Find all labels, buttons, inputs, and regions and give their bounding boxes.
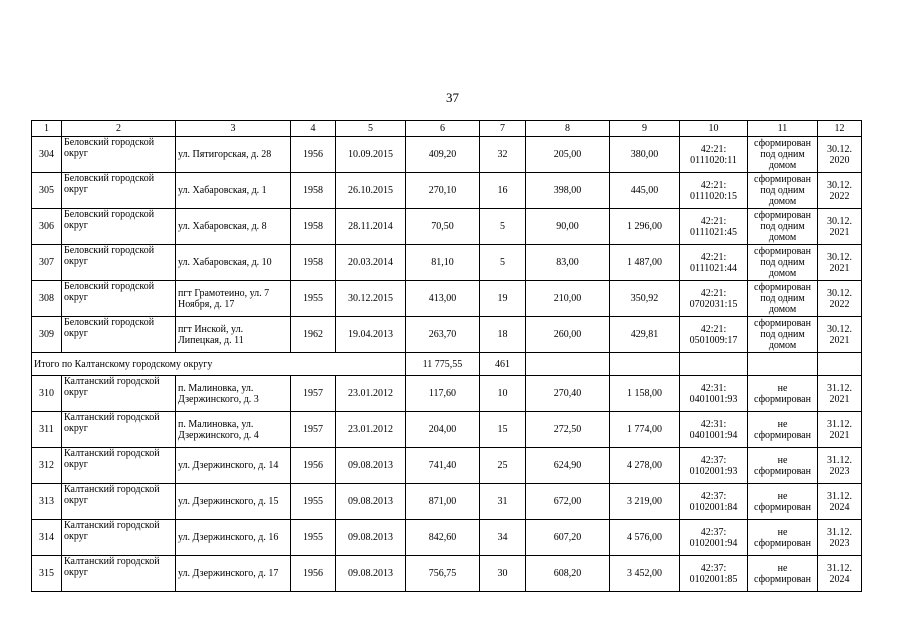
subtotal-area: 11 775,55	[406, 353, 480, 376]
address-cell: пгт Грамотеино, ул. 7 Ноября, д. 17	[176, 281, 291, 317]
area-cell: 70,50	[406, 209, 480, 245]
people-cell: 34	[480, 520, 526, 556]
value-cell: 445,00	[610, 173, 680, 209]
year-cell: 1958	[291, 209, 336, 245]
value-cell: 4 576,00	[610, 520, 680, 556]
term-cell: 31.12. 2024	[818, 556, 862, 592]
district-cell: Беловский городской округ	[62, 317, 176, 353]
value-cell: 380,00	[610, 137, 680, 173]
col-header: 1	[32, 121, 62, 137]
value-cell: 672,00	[526, 484, 610, 520]
date-cell: 23.01.2012	[336, 376, 406, 412]
housing-register-table	[31, 120, 862, 592]
year-cell: 1955	[291, 484, 336, 520]
term-cell: 30.12. 2022	[818, 173, 862, 209]
empty-cell	[818, 353, 862, 376]
table-row	[32, 173, 862, 209]
address-cell: ул. Хабаровская, д. 10	[176, 245, 291, 281]
col-header: 3	[176, 121, 291, 137]
term-cell: 30.12. 2021	[818, 209, 862, 245]
year-cell: 1957	[291, 376, 336, 412]
people-cell: 19	[480, 281, 526, 317]
value-cell: 270,40	[526, 376, 610, 412]
col-header: 7	[480, 121, 526, 137]
area-cell: 409,20	[406, 137, 480, 173]
cadastral-cell: 42:21: 0111021:44	[680, 245, 748, 281]
address-cell: ул. Дзержинского, д. 14	[176, 448, 291, 484]
empty-cell	[680, 353, 748, 376]
value-cell: 1 487,00	[610, 245, 680, 281]
status-cell: сформирован под одним домом	[748, 173, 818, 209]
value-cell: 398,00	[526, 173, 610, 209]
value-cell: 3 219,00	[610, 484, 680, 520]
value-cell: 607,20	[526, 520, 610, 556]
year-cell: 1957	[291, 412, 336, 448]
row-number: 315	[32, 556, 62, 592]
district-cell: Беловский городской округ	[62, 281, 176, 317]
address-cell: п. Малиновка, ул. Дзержинского, д. 3	[176, 376, 291, 412]
address-cell: ул. Дзержинского, д. 16	[176, 520, 291, 556]
cadastral-cell: 42:37: 0102001:94	[680, 520, 748, 556]
table-row	[32, 448, 862, 484]
table-row	[32, 317, 862, 353]
address-cell: ул. Хабаровская, д. 8	[176, 209, 291, 245]
year-cell: 1955	[291, 520, 336, 556]
people-cell: 32	[480, 137, 526, 173]
value-cell: 429,81	[610, 317, 680, 353]
empty-cell	[526, 353, 610, 376]
empty-cell	[748, 353, 818, 376]
people-cell: 10	[480, 376, 526, 412]
value-cell: 1 158,00	[610, 376, 680, 412]
district-cell: Беловский городской округ	[62, 137, 176, 173]
row-number: 306	[32, 209, 62, 245]
row-number: 312	[32, 448, 62, 484]
area-cell: 81,10	[406, 245, 480, 281]
date-cell: 20.03.2014	[336, 245, 406, 281]
cadastral-cell: 42:21: 0111021:45	[680, 209, 748, 245]
page-number: 37	[446, 90, 459, 105]
row-number: 314	[32, 520, 62, 556]
cadastral-cell: 42:37: 0102001:85	[680, 556, 748, 592]
address-cell: ул. Дзержинского, д. 17	[176, 556, 291, 592]
district-cell: Беловский городской округ	[62, 245, 176, 281]
table-row	[32, 281, 862, 317]
date-cell: 09.08.2013	[336, 556, 406, 592]
district-cell: Калтанский городской округ	[62, 520, 176, 556]
date-cell: 28.11.2014	[336, 209, 406, 245]
col-header: 5	[336, 121, 406, 137]
date-cell: 09.08.2013	[336, 520, 406, 556]
table-row	[32, 137, 862, 173]
value-cell: 624,90	[526, 448, 610, 484]
status-cell: не сформирован	[748, 412, 818, 448]
district-cell: Калтанский городской округ	[62, 412, 176, 448]
people-cell: 31	[480, 484, 526, 520]
area-cell: 270,10	[406, 173, 480, 209]
term-cell: 31.12. 2023	[818, 448, 862, 484]
cadastral-cell: 42:37: 0102001:84	[680, 484, 748, 520]
value-cell: 272,50	[526, 412, 610, 448]
col-header: 4	[291, 121, 336, 137]
cadastral-cell: 42:21: 0111020:11	[680, 137, 748, 173]
people-cell: 15	[480, 412, 526, 448]
cadastral-cell: 42:31: 0401001:94	[680, 412, 748, 448]
area-cell: 842,60	[406, 520, 480, 556]
date-cell: 19.04.2013	[336, 317, 406, 353]
year-cell: 1962	[291, 317, 336, 353]
cadastral-cell: 42:21: 0501009:17	[680, 317, 748, 353]
row-number: 305	[32, 173, 62, 209]
table-row	[32, 484, 862, 520]
status-cell: сформирован под одним домом	[748, 209, 818, 245]
value-cell: 3 452,00	[610, 556, 680, 592]
value-cell: 83,00	[526, 245, 610, 281]
term-cell: 30.12. 2021	[818, 317, 862, 353]
col-header: 8	[526, 121, 610, 137]
date-cell: 26.10.2015	[336, 173, 406, 209]
col-header: 12	[818, 121, 862, 137]
value-cell: 4 278,00	[610, 448, 680, 484]
value-cell: 210,00	[526, 281, 610, 317]
date-cell: 09.08.2013	[336, 484, 406, 520]
status-cell: не сформирован	[748, 376, 818, 412]
people-cell: 25	[480, 448, 526, 484]
cadastral-cell: 42:37: 0102001:93	[680, 448, 748, 484]
area-cell: 263,70	[406, 317, 480, 353]
area-cell: 204,00	[406, 412, 480, 448]
people-cell: 5	[480, 209, 526, 245]
district-cell: Калтанский городской округ	[62, 484, 176, 520]
address-cell: ул. Пятигорская, д. 28	[176, 137, 291, 173]
year-cell: 1955	[291, 281, 336, 317]
year-cell: 1956	[291, 556, 336, 592]
value-cell: 1 296,00	[610, 209, 680, 245]
term-cell: 30.12. 2020	[818, 137, 862, 173]
date-cell: 09.08.2013	[336, 448, 406, 484]
term-cell: 31.12. 2021	[818, 376, 862, 412]
status-cell: не сформирован	[748, 448, 818, 484]
subtotal-people: 461	[480, 353, 526, 376]
area-cell: 871,00	[406, 484, 480, 520]
status-cell: сформирован под одним домом	[748, 245, 818, 281]
table-row	[32, 245, 862, 281]
area-cell: 117,60	[406, 376, 480, 412]
table-row	[32, 412, 862, 448]
status-cell: сформирован под одним домом	[748, 137, 818, 173]
term-cell: 30.12. 2021	[818, 245, 862, 281]
row-number: 311	[32, 412, 62, 448]
year-cell: 1956	[291, 137, 336, 173]
district-cell: Калтанский городской округ	[62, 376, 176, 412]
subtotal-row	[32, 353, 862, 376]
col-header: 11	[748, 121, 818, 137]
col-header: 9	[610, 121, 680, 137]
table-row	[32, 556, 862, 592]
address-cell: ул. Дзержинского, д. 15	[176, 484, 291, 520]
row-number: 309	[32, 317, 62, 353]
people-cell: 5	[480, 245, 526, 281]
area-cell: 741,40	[406, 448, 480, 484]
cadastral-cell: 42:21: 0702031:15	[680, 281, 748, 317]
address-cell: п. Малиновка, ул. Дзержинского, д. 4	[176, 412, 291, 448]
value-cell: 205,00	[526, 137, 610, 173]
col-header: 10	[680, 121, 748, 137]
district-cell: Калтанский городской округ	[62, 556, 176, 592]
status-cell: не сформирован	[748, 520, 818, 556]
term-cell: 31.12. 2021	[818, 412, 862, 448]
district-cell: Беловский городской округ	[62, 173, 176, 209]
date-cell: 30.12.2015	[336, 281, 406, 317]
table-row	[32, 520, 862, 556]
status-cell: не сформирован	[748, 484, 818, 520]
value-cell: 608,20	[526, 556, 610, 592]
term-cell: 31.12. 2023	[818, 520, 862, 556]
date-cell: 23.01.2012	[336, 412, 406, 448]
column-number-row	[32, 121, 862, 137]
area-cell: 756,75	[406, 556, 480, 592]
value-cell: 90,00	[526, 209, 610, 245]
cadastral-cell: 42:21: 0111020:15	[680, 173, 748, 209]
year-cell: 1956	[291, 448, 336, 484]
table-row	[32, 209, 862, 245]
row-number: 313	[32, 484, 62, 520]
date-cell: 10.09.2015	[336, 137, 406, 173]
address-cell: ул. Хабаровская, д. 1	[176, 173, 291, 209]
empty-cell	[610, 353, 680, 376]
term-cell: 31.12. 2024	[818, 484, 862, 520]
district-cell: Калтанский городской округ	[62, 448, 176, 484]
subtotal-label: Итого по Калтанскому городскому округу	[32, 353, 406, 376]
value-cell: 1 774,00	[610, 412, 680, 448]
status-cell: сформирован под одним домом	[748, 281, 818, 317]
status-cell: сформирован под одним домом	[748, 317, 818, 353]
cadastral-cell: 42:31: 0401001:93	[680, 376, 748, 412]
col-header: 2	[62, 121, 176, 137]
col-header: 6	[406, 121, 480, 137]
people-cell: 16	[480, 173, 526, 209]
term-cell: 30.12. 2022	[818, 281, 862, 317]
status-cell: не сформирован	[748, 556, 818, 592]
year-cell: 1958	[291, 245, 336, 281]
row-number: 310	[32, 376, 62, 412]
row-number: 304	[32, 137, 62, 173]
value-cell: 350,92	[610, 281, 680, 317]
row-number: 307	[32, 245, 62, 281]
year-cell: 1958	[291, 173, 336, 209]
area-cell: 413,00	[406, 281, 480, 317]
people-cell: 30	[480, 556, 526, 592]
people-cell: 18	[480, 317, 526, 353]
value-cell: 260,00	[526, 317, 610, 353]
table-row	[32, 376, 862, 412]
district-cell: Беловский городской округ	[62, 209, 176, 245]
row-number: 308	[32, 281, 62, 317]
address-cell: пгт Инской, ул. Липецкая, д. 11	[176, 317, 291, 353]
